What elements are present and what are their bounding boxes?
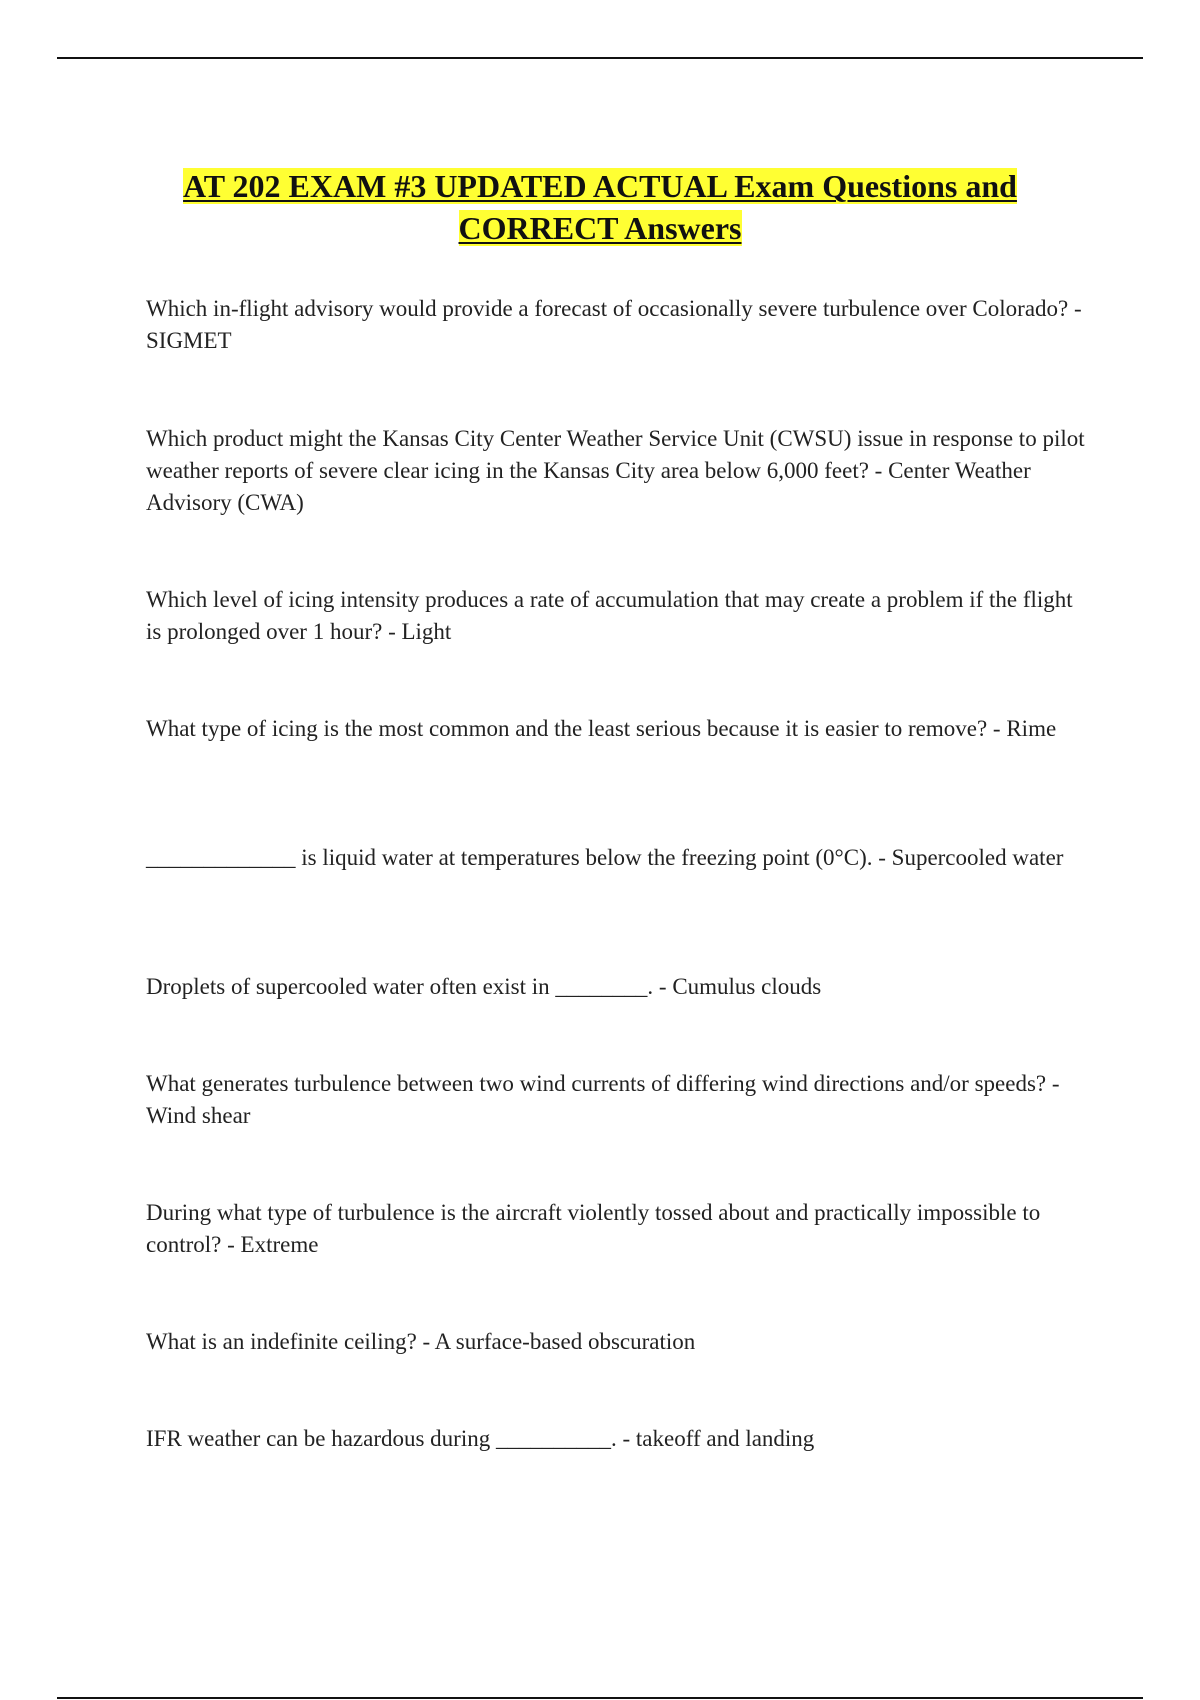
qa-item-3: Which level of icing intensity produces a rate of accumulation that may create a problem if the flight is prolonged over 1 hour? - Light: [146, 587, 1073, 644]
qa-item-9: What is an indefinite ceiling? - A surface-based obscuration: [146, 1329, 696, 1354]
qa-item-8: During what type of turbulence is the aircraft violently tossed about and practically impossible to control? - Extreme: [146, 1200, 1041, 1257]
title-line-1: AT 202 EXAM #3 UPDATED ACTUAL Exam Questions and: [183, 168, 1017, 205]
qa-item-2: Which product might the Kansas City Center Weather Service Unit (CWSU) issue in response to pilot weather reports of severe clear icing in the Kansas City area below 6,000 feet? - Center Weather Advisory (CWA): [146, 426, 1085, 515]
title-line-2: CORRECT Answers: [458, 210, 742, 247]
qa-item-10: IFR weather can be hazardous during __________. - takeoff and landing: [146, 1426, 815, 1451]
qa-item-6: Droplets of supercooled water often exist in ________. - Cumulus clouds: [146, 974, 822, 999]
qa-item-5: _____________ is liquid water at temperatures below the freezing point (0°C). - Supercooled water: [146, 845, 1064, 870]
qa-item-4: What type of icing is the most common and the least serious because it is easier to remove? - Rime: [146, 716, 1057, 741]
footer-rule: [57, 1697, 1143, 1699]
qa-item-7: What generates turbulence between two wind currents of differing wind directions and/or speeds? - Wind shear: [146, 1071, 1060, 1128]
qa-item-1: Which in-flight advisory would provide a forecast of occasionally severe turbulence over Colorado? - SIGMET: [146, 296, 1082, 353]
